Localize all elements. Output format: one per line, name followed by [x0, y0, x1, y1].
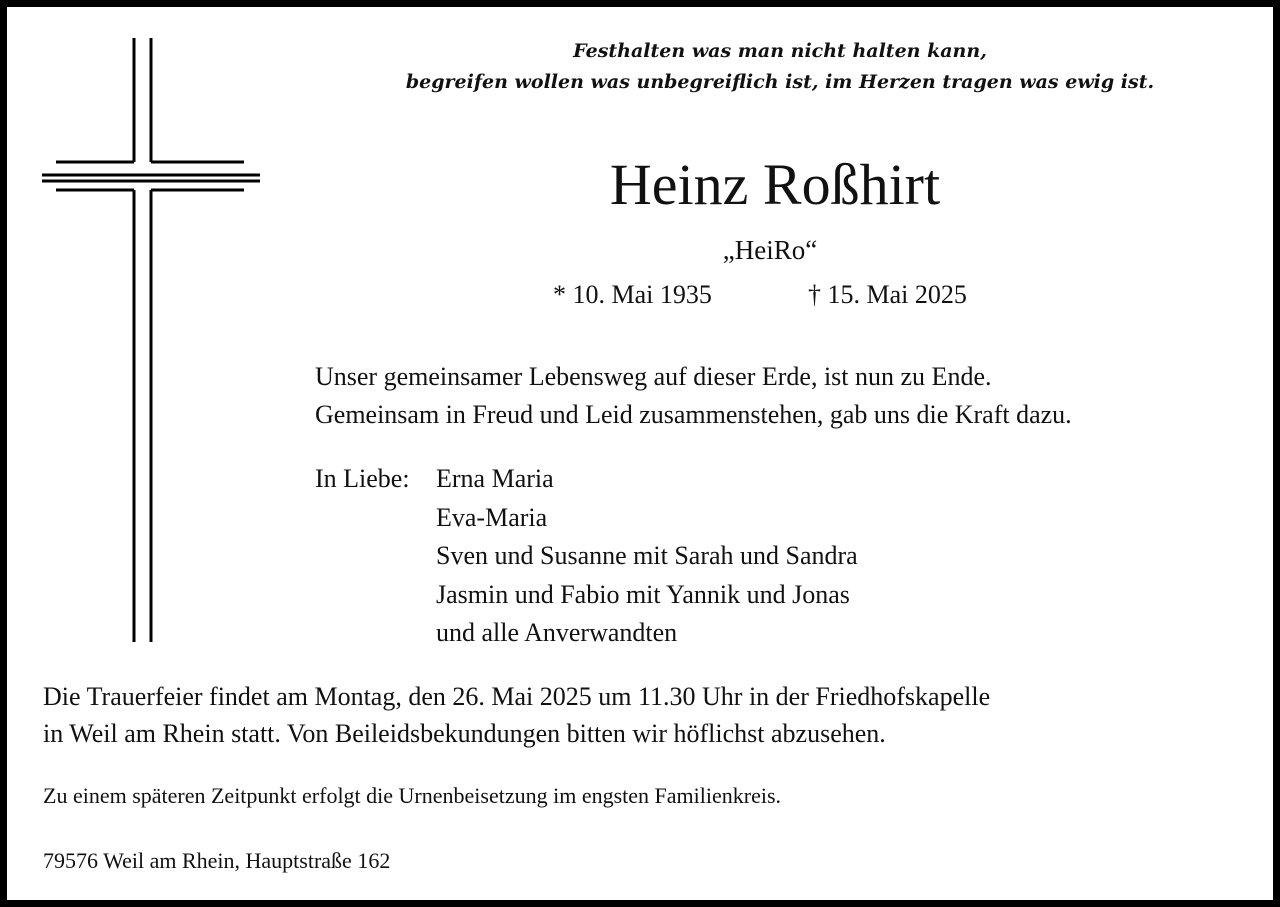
deceased-nickname: „HeiRo“: [722, 235, 818, 265]
mourner-name: Sven und Susanne mit Sarah und Sandra: [436, 541, 858, 570]
cross-icon: [40, 36, 262, 644]
deceased-name: Heinz Roßhirt: [609, 152, 941, 217]
verse-line-2: Gemeinsam in Freud und Leid zusammenstehen, gab uns die Kraft dazu.: [315, 400, 1072, 429]
mourners-list: [436, 460, 858, 653]
mourner-name: Eva-Maria: [436, 502, 548, 532]
mourner-name: Jasmin und Fabio mit Yannik und Jonas: [436, 579, 850, 609]
motto-line-2: begreifen wollen was unbegreiflich ist, im Herzen tragen was ewig ist.: [405, 71, 1155, 93]
service-line-1: Die Trauerfeier findet am Montag, den 26. Mai 2025 um 11.30 Uhr in der Friedhofskapelle: [43, 682, 991, 711]
mourners-label: In Liebe:: [315, 464, 410, 493]
burial-notice: Zu einem späteren Zeitpunkt erfolgt die Urnenbeisetzung im engsten Familienkreis.: [43, 783, 782, 808]
verse: [315, 358, 1072, 434]
verse-line-1: Unser gemeinsamer Lebensweg auf dieser Erde, ist nun zu Ende.: [315, 362, 992, 391]
service-line-2: in Weil am Rhein statt. Von Beileidsbekundungen bitten wir höflichst abzusehen.: [43, 719, 886, 748]
family-address: 79576 Weil am Rhein, Hauptstraße 162: [43, 848, 391, 873]
motto-line-1: Festhalten was man nicht halten kann,: [573, 40, 987, 62]
death-date: † 15. Mai 2025: [808, 280, 967, 309]
mourner-name: und alle Anverwandten: [436, 618, 678, 647]
service-notice: [43, 678, 990, 752]
motto: [330, 36, 1230, 98]
mourner-name: Erna Maria: [436, 464, 554, 493]
birth-date: * 10. Mai 1935: [553, 280, 712, 309]
